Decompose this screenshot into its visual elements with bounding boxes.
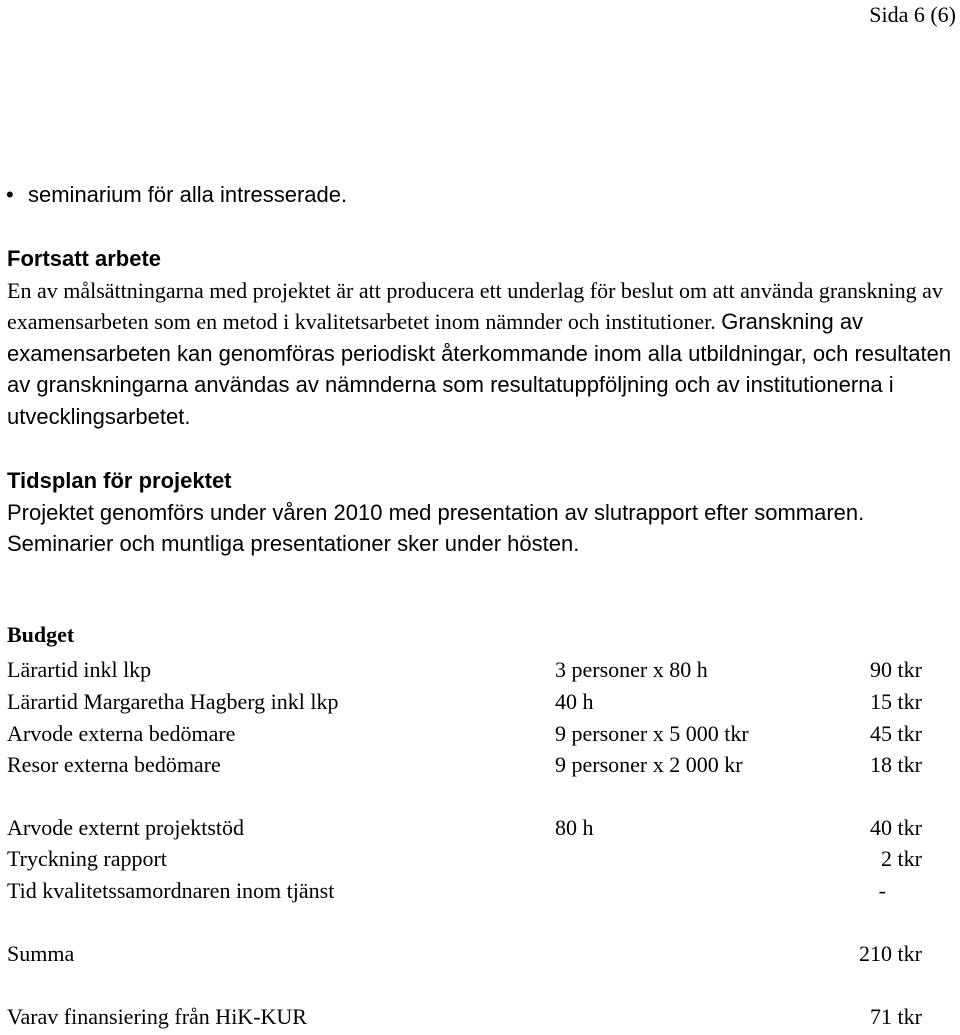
- budget-amount: 15 tkr: [870, 689, 922, 714]
- budget-detail: 40 h: [555, 689, 594, 714]
- bullet-item: [6, 182, 347, 208]
- budget-row: [7, 846, 952, 877]
- budget-amount: -: [878, 878, 886, 903]
- section-paragraph: [7, 275, 959, 433]
- budget-row: [7, 752, 952, 783]
- budget-label: Arvode externt projektstöd: [7, 815, 245, 840]
- budget-detail: 9 personer x 5 000 tkr: [555, 721, 749, 746]
- budget-amount: 210 tkr: [859, 941, 922, 966]
- page-number: Sida 6 (6): [869, 2, 956, 27]
- budget-amount: 90 tkr: [870, 657, 922, 682]
- section-fortsatt-arbete: [7, 243, 959, 432]
- budget-row: [7, 689, 952, 720]
- budget-amount: 40 tkr: [870, 815, 922, 840]
- budget-label: Resor externa bedömare: [7, 752, 221, 777]
- budget-amount: 18 tkr: [870, 752, 922, 777]
- budget-row-total: [7, 941, 952, 972]
- bullet-icon: •: [6, 182, 14, 207]
- budget-label: Tryckning rapport: [7, 846, 167, 871]
- budget-detail: 3 personer x 80 h: [555, 657, 708, 682]
- budget-label: Arvode externa bedömare: [7, 721, 236, 746]
- budget-label: Tid kvalitetssamordnaren inom tjänst: [7, 878, 335, 903]
- paragraph-text-serif: En av målsättningarna med projektet är att producera ett underlag för beslut om att använda granskning av examensarbeten som en metod i kvalitetsarbetet inom nämnder och institutioner.: [7, 277, 943, 334]
- budget-amount: 2 tkr: [881, 846, 922, 871]
- budget-row: [7, 815, 952, 846]
- budget-label: Varav finansiering från HiK-KUR: [7, 1004, 307, 1029]
- section-paragraph: Projektet genomförs under våren 2010 med presentation av slutrapport efter sommaren. Seminarier och muntliga presentationer sker under hösten.: [7, 499, 865, 556]
- paragraph-text-sans: Granskning av examensarbeten kan genomföras periodiskt återkommande inom alla utbildningar, och resultaten av granskningarna användas av nämnderna som resultatuppföljning och av institutionerna i utvecklingsarbetet.: [7, 309, 952, 429]
- budget-detail: 9 personer x 2 000 kr: [555, 752, 743, 777]
- section-heading: Tidsplan för projektet: [7, 468, 232, 493]
- budget-row: [7, 878, 952, 909]
- budget-label: Lärartid Margaretha Hagberg inkl lkp: [7, 689, 339, 714]
- budget-row: [7, 721, 952, 752]
- budget-amount: 45 tkr: [870, 721, 922, 746]
- budget-row: [7, 657, 952, 688]
- section-heading: Fortsatt arbete: [7, 246, 162, 271]
- budget-detail: 80 h: [555, 815, 594, 840]
- budget-row-financing: [7, 1004, 952, 1035]
- bullet-text: seminarium för alla intresserade.: [28, 182, 348, 207]
- budget-amount: 71 tkr: [870, 1004, 922, 1029]
- section-tidsplan: [7, 465, 959, 560]
- budget-heading: Budget: [7, 622, 75, 647]
- budget-label: Lärartid inkl lkp: [7, 657, 152, 682]
- budget-label: Summa: [7, 941, 75, 966]
